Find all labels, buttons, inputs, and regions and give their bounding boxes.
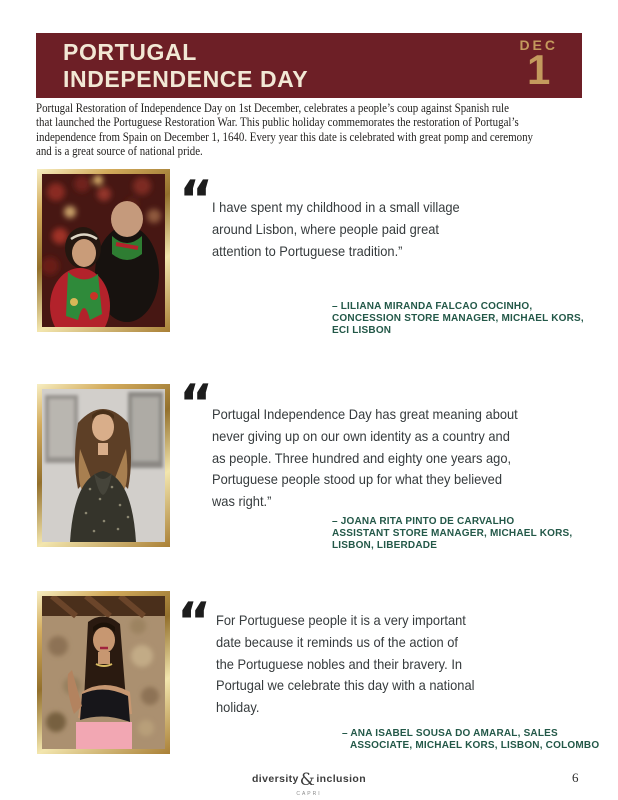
brand-inclusion: inclusion: [316, 773, 367, 785]
attribution-ana: [342, 728, 599, 752]
attribution-line: ASSISTANT STORE MANAGER, MICHAEL KORS,: [332, 528, 573, 540]
quote-line: For Portuguese people it is a very important: [216, 612, 466, 628]
photo-liliana-couple-stadium: [42, 174, 165, 327]
brand-capri: CAPRI: [296, 791, 322, 797]
date-month: DEC: [519, 37, 558, 53]
quote-line: as people. Three hundred and eighty one years ago,: [212, 449, 512, 466]
brand-text: [251, 770, 367, 790]
attribution-line: ECI LISBON: [332, 325, 392, 337]
intro-line: that launched the Portuguese Restoration War. This public holiday commemorates the restoration of Portugal’s: [36, 114, 519, 130]
page-title: [63, 39, 308, 93]
date-day: 1: [527, 46, 551, 93]
photo-frame-ana: [37, 591, 170, 754]
quote-mark-icon: “: [179, 374, 214, 434]
page-title-line2: INDEPENDENCE DAY: [63, 66, 309, 92]
attribution-joana: [332, 516, 572, 553]
quote-line: the Portuguese nobles and their bravery. In: [216, 655, 463, 672]
brand-diversity: diversity: [251, 773, 299, 785]
photo-joana-gallery: [42, 389, 165, 542]
quote-line: Portugal Independence Day has great meaning about: [212, 406, 518, 422]
intro-line: Portugal Restoration of Independence Day on 1st December, celebrates a people’s coup against Spanish rule: [36, 100, 509, 115]
intro-line: and is a great source of national pride.: [36, 143, 203, 159]
quote-line: date because it reminds us of the action of: [216, 633, 459, 650]
photo-frame-liliana: [37, 169, 170, 332]
quote-line: holiday.: [216, 699, 260, 716]
quote-line: I have spent my childhood in a small village: [212, 199, 460, 215]
quote-text-liliana: [212, 197, 460, 262]
attribution-line: ASSOCIATE, MICHAEL KORS, LISBON, COLOMBO: [350, 740, 600, 752]
date-badge: [519, 37, 558, 93]
attribution-line: – ANA ISABEL SOUSA DO AMARAL, SALES: [342, 728, 558, 739]
intro-paragraph: [36, 101, 574, 159]
header-banner: [36, 33, 582, 98]
quote-line: never giving up on our own identity as a country and: [212, 427, 510, 444]
page-number: 6: [572, 770, 579, 785]
attribution-line: CONCESSION STORE MANAGER, MICHAEL KORS,: [332, 313, 584, 325]
quote-mark-icon: “: [179, 170, 214, 230]
attribution-liliana: [332, 301, 584, 338]
quote-text-joana: [212, 404, 518, 513]
quote-mark-icon: “: [177, 592, 212, 652]
ampersand-icon: &: [299, 770, 316, 790]
attribution-line: – LILIANA MIRANDA FALCAO COCINHO,: [332, 301, 533, 312]
quote-line: around Lisbon, where people paid great: [212, 220, 440, 237]
quote-line: attention to Portuguese tradition.”: [212, 242, 403, 259]
page-title-line1: PORTUGAL: [63, 39, 197, 65]
attribution-line: – JOANA RITA PINTO DE CARVALHO: [332, 516, 515, 527]
intro-line: independence from Spain on December 1, 1640. Every year this date is celebrated with great pomp and ceremony: [36, 128, 533, 144]
photo-frame-joana: [37, 384, 170, 547]
photo-ana-stone-wall: [42, 596, 165, 749]
quote-line: Portugal we celebrate this day with a national: [216, 677, 475, 694]
quote-line: Portuguese people stood up for what they believed: [212, 471, 503, 488]
diversity-inclusion-logo: [0, 769, 618, 797]
attribution-line: LISBON, LIBERDADE: [332, 540, 438, 552]
quote-text-ana: [216, 610, 474, 719]
quote-line: was right.”: [212, 493, 272, 510]
